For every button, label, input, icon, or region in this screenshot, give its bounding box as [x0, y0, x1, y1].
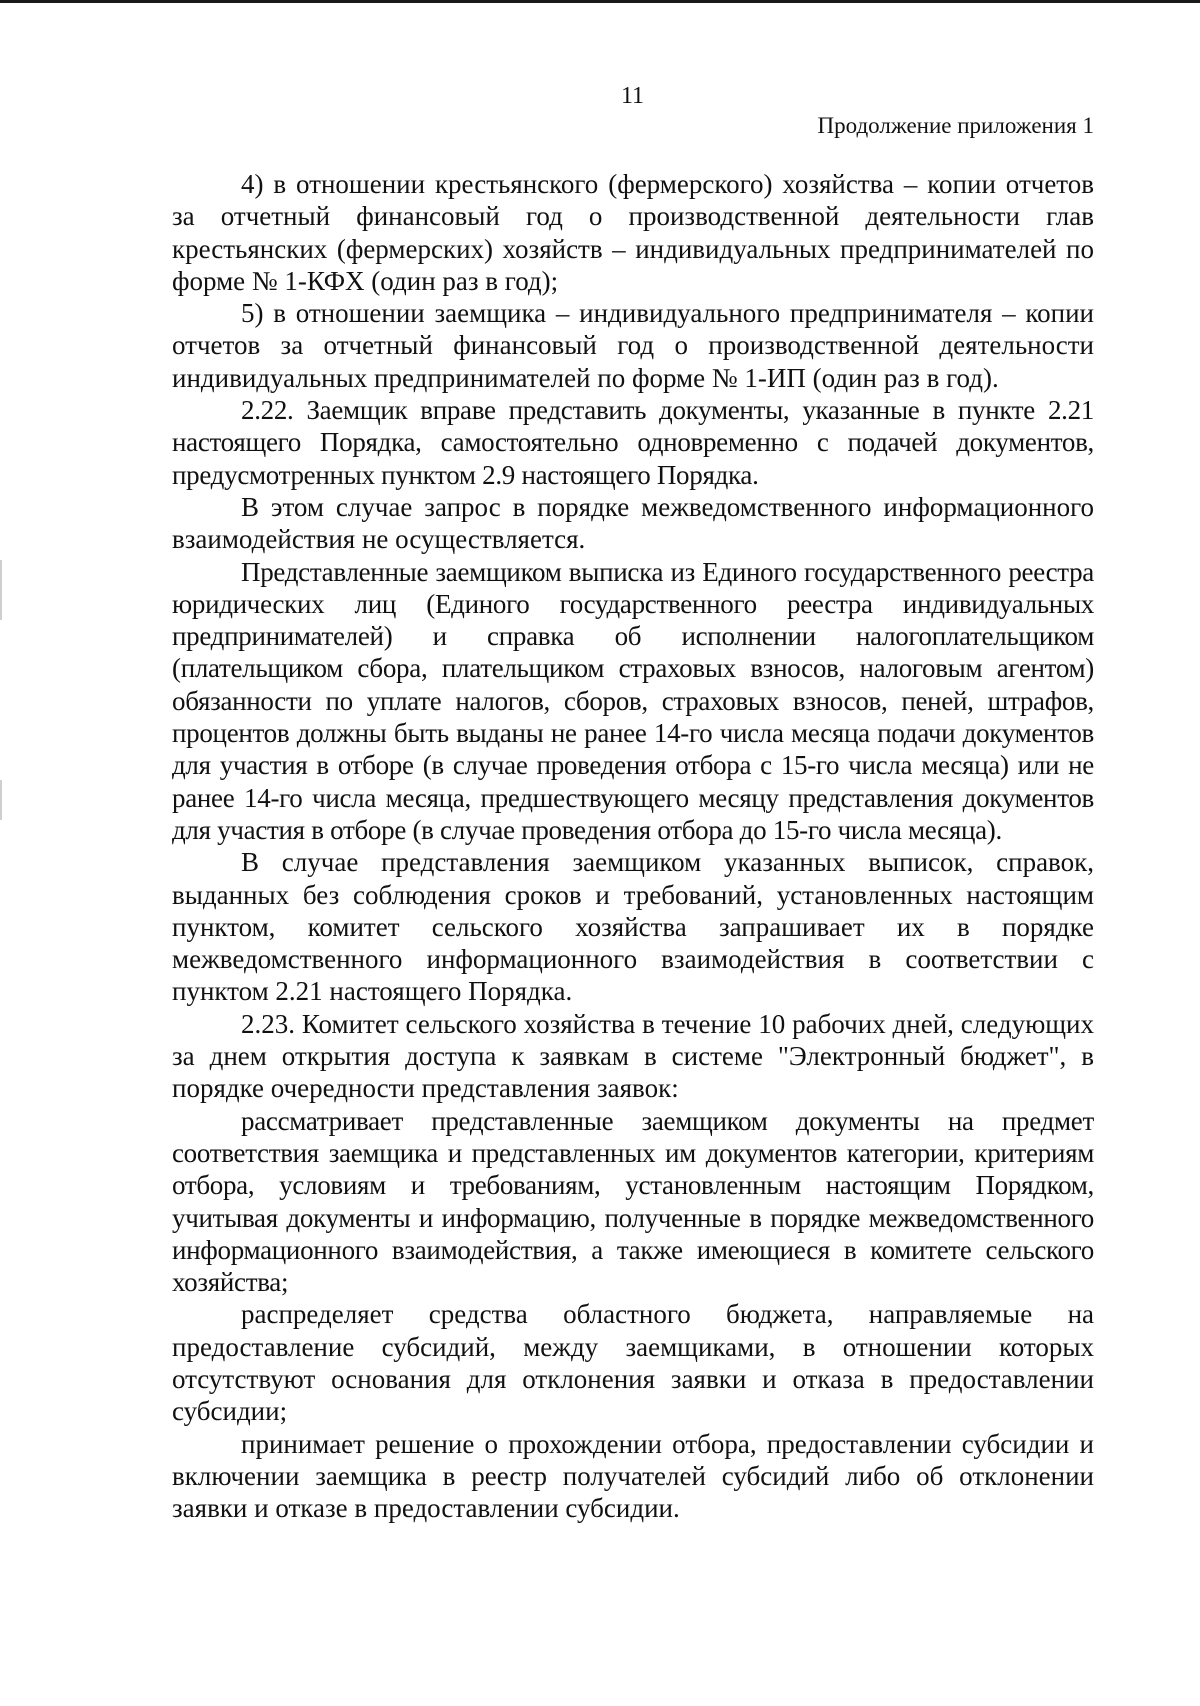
paragraph-reviews-documents: рассматривает представленные заемщиком документы на предмет соответствия заемщика и представленных им документов категории, критериям отбора, условиям и требованиям, установленным настоящим Порядком, учитывая документы и информацию, полученные в порядке межведомственного информационного взаимодействия, а также имеющиеся в комитете сельского хозяйства;: [172, 1105, 1094, 1298]
paragraph-distributes-funds: распределяет средства областного бюджета, направляемые на предоставление субсидий, между заемщиками, в отношении которых отсутствуют основания для отклонения заявки и отказа в предоставлении субсидии;: [172, 1299, 1094, 1427]
paragraph-2-22: 2.22. Заемщик вправе представить документы, указанные в пункте 2.21 настоящего Порядка, самостоятельно одновременно с подачей документов, предусмотренных пунктом 2.9 настоящего Порядка.: [172, 395, 1094, 490]
paragraph-makes-decision: принимает решение о прохождении отбора, предоставлении субсидии и включении заемщика в реестр получателей субсидий либо об отклонении заявки и отказе в предоставлении субсидии.: [172, 1428, 1094, 1524]
document-body: [172, 168, 1094, 1524]
appendix-continuation-label: Продолжение приложения 1: [817, 113, 1094, 138]
paragraph-extract-validity: Представленные заемщиком выписка из Единого государственного реестра юридических лиц (Единого государственного реестра индивидуальных предпринимателей) и справка об исполнении налогоплательщиком (плательщиком сбора, плательщиком страховых взносов, налоговым агентом) обязанности по уплате налогов, сборов, страховых взносов, пеней, штрафов, процентов должны быть выданы не ранее 14-го числа месяца подачи документов для участия в отборе (в случае проведения отбора с 15-го числа месяца) или не ранее 14-го числа месяца, предшествующего месяцу представления документов для участия в отборе (в случае проведения отбора до 15-го числа месяца).: [172, 556, 1094, 845]
paragraph-no-request: В этом случае запрос в порядке межведомственного информационного взаимодействия не осуществляется.: [172, 491, 1094, 555]
paragraph-2-23: 2.23. Комитет сельского хозяйства в течение 10 рабочих дней, следующих за днем открытия доступа к заявкам в системе "Электронный бюджет", в порядке очередности представления заявок:: [172, 1008, 1094, 1104]
scan-margin-mark: [0, 780, 2, 820]
paragraph-item-5: 5) в отношении заемщика – индивидуального предпринимателя – копии отчетов за отчетный финансовый год о производственной деятельности индивидуальных предпринимателей по форме № 1-ИП (один раз в год).: [172, 298, 1094, 393]
scan-top-edge: [0, 0, 1200, 3]
paragraph-item-4: 4) в отношении крестьянского (фермерского) хозяйства – копии отчетов за отчетный финансовый год о производственной деятельности глав крестьянских (фермерских) хозяйств – индивидуальных предпринимателей по форме № 1-КФХ (один раз в год);: [172, 169, 1094, 296]
page-number: 11: [620, 83, 645, 109]
scan-margin-mark: [0, 560, 2, 620]
paragraph-improper-documents: В случае представления заемщиком указанных выписок, справок, выданных без соблюдения сроков и требований, установленных настоящим пунктом, комитет сельского хозяйства запрашивает их в порядке межведомственного информационного взаимодействия в соответствии с пунктом 2.21 настоящего Порядка.: [172, 847, 1094, 1007]
